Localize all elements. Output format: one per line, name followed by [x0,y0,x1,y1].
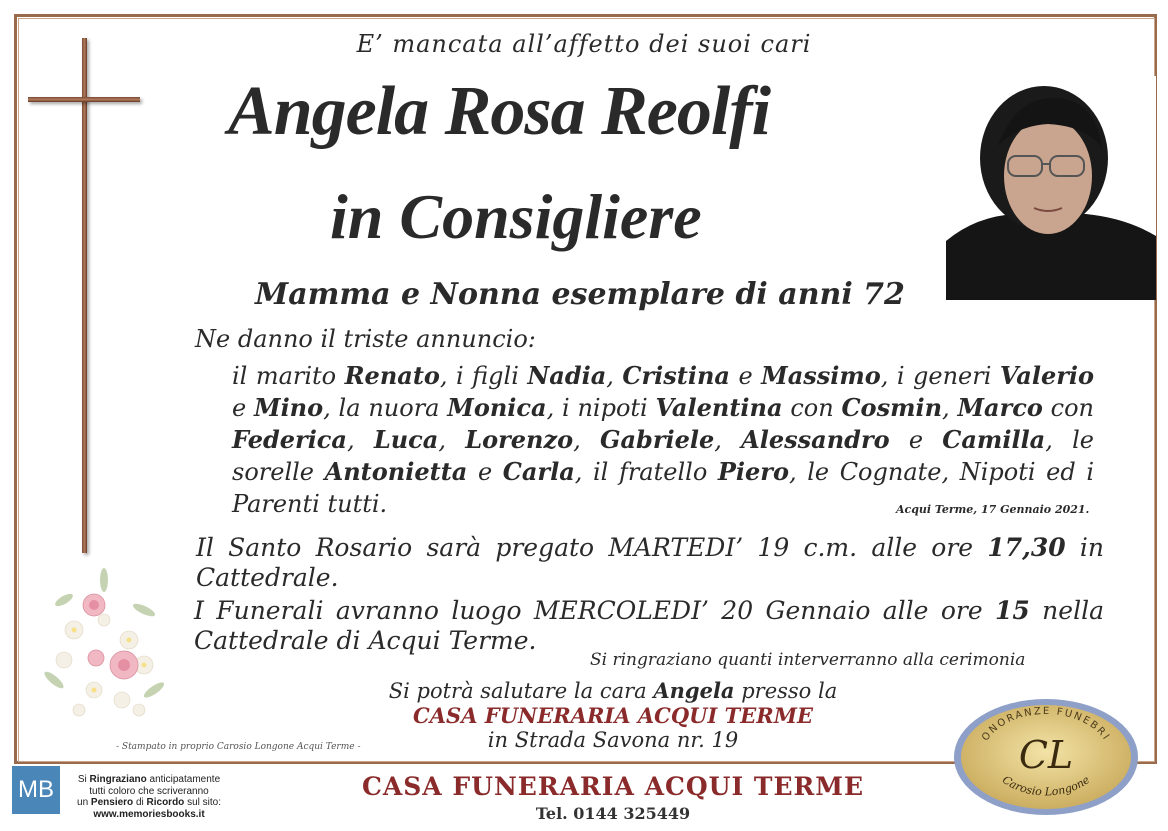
highlighted-name: Nadia [527,361,607,390]
text-segment: Il Santo Rosario sarà pregato MARTEDI’ 19 c.m. alle ore [196,533,988,562]
text-segment: e [467,458,503,486]
highlighted-name: Mino [254,393,324,422]
seal-monogram: CL [1018,733,1074,777]
highlighted-name: 15 [995,596,1030,625]
highlighted-name: Gabriele [600,425,715,454]
highlighted-name: Cosmin [841,393,943,422]
memoriesbooks-note [64,774,234,820]
highlighted-name: Massimo [761,361,881,390]
text-segment: , le Cognate, Nipoti ed i Parenti tutti. [232,458,1094,518]
rosary-notice [196,533,1104,593]
funeral-home-address: in Strada Savona nr. 19 [487,728,739,752]
highlighted-name: Antonietta [324,457,468,486]
text-segment: Si potrà salutare la cara [388,679,654,703]
highlighted-name: Federica [232,425,347,454]
text-segment: , [606,362,623,390]
text-segment: , [438,426,466,454]
seal-bottom-text: Carosio Longone [999,773,1093,799]
intro-text: E’ mancata all’affetto dei suoi cari [356,30,812,58]
text-segment: e [889,426,943,454]
highlighted-name: Valerio [999,361,1095,390]
thanks-note: Si ringraziano quanti interverranno alla cerimonia [590,650,1026,670]
mb-text: sul sito: [184,797,221,808]
text-segment: , i nipoti [546,394,656,422]
highlighted-name: Cristina [622,361,730,390]
text-segment: , [573,426,600,454]
memoriesbooks-logo[interactable] [12,766,60,814]
printer-credit: - Stampato in proprio Carosio Longone Acqui Terme - [116,742,361,752]
flower-bouquet-icon [34,560,176,728]
relatives-paragraph [232,360,1094,520]
deceased-married-name: in Consigliere [330,181,702,252]
memoriesbooks-link[interactable]: www.memoriesbooks.it [93,808,205,820]
highlighted-name: Carla [502,457,575,486]
mb-text: un [77,797,91,808]
seal-top-text: ONORANZE FUNEBRI [980,705,1113,744]
text-segment: presso la [734,679,838,703]
mb-text-bold: Pensiero [90,797,134,808]
highlighted-name: 17,30 [987,533,1066,562]
mb-text-bold: Ringraziano [89,774,147,785]
highlighted-name: Monica [447,393,547,422]
place-date: Acqui Terme, 17 Gennaio 2021. [896,503,1090,516]
highlighted-name: Alessandro [741,425,890,454]
footer-phone: Tel. 0144 325449 [535,804,691,823]
logo-text: MB [18,776,54,803]
text-segment: , la nuora [323,394,448,422]
text-segment: , il fratello [574,458,718,486]
highlighted-name: Camilla [942,425,1046,454]
text-segment: , i figli [439,362,528,390]
mb-text: di [133,797,147,808]
text-segment: , le sorelle [232,426,1094,486]
deceased-name: Angela Rosa Reolfi [228,73,771,150]
cross-icon-bar [28,97,140,102]
highlighted-name: Lorenzo [465,425,574,454]
text-segment: , [346,426,374,454]
text-segment: nella Cattedrale di Acqui Terme. [194,596,1104,655]
text-segment: con [1042,394,1094,422]
portrait-photo [946,76,1156,300]
footer-funeral-home: CASA FUNERARIA ACQUI TERME [361,772,865,801]
text-segment: , i generi [880,362,1000,390]
announcement-label: Ne danno il triste annuncio: [195,325,536,353]
text-segment: , [942,394,958,422]
text-segment: in Cattedrale. [196,533,1104,592]
mb-text: tutti coloro che scriveranno [89,785,209,797]
text-segment: il marito [232,362,345,390]
highlighted-name: Valentina [655,393,783,422]
highlighted-name: Renato [344,361,440,390]
text-segment: e [729,362,762,390]
cross-icon [82,38,87,553]
text-segment: I Funerali avranno luogo MERCOLEDI’ 20 Gennaio alle ore [194,596,996,625]
text-segment: e [232,394,254,422]
highlighted-name: Angela [653,678,735,703]
highlighted-name: Luca [373,425,439,454]
funeral-notice [194,596,1104,656]
mb-text: anticipatamente [146,774,221,785]
mb-text-bold: Ricordo [146,797,185,808]
highlighted-name: Piero [717,457,789,486]
text-segment: , [714,426,742,454]
funeral-home-name: CASA FUNERARIA ACQUI TERME [413,703,813,728]
highlighted-name: Marco [957,393,1043,422]
subtitle: Mamma e Nonna esemplare di anni 72 [255,277,905,312]
text-segment: con [782,394,842,422]
mb-text: Si [77,774,90,785]
